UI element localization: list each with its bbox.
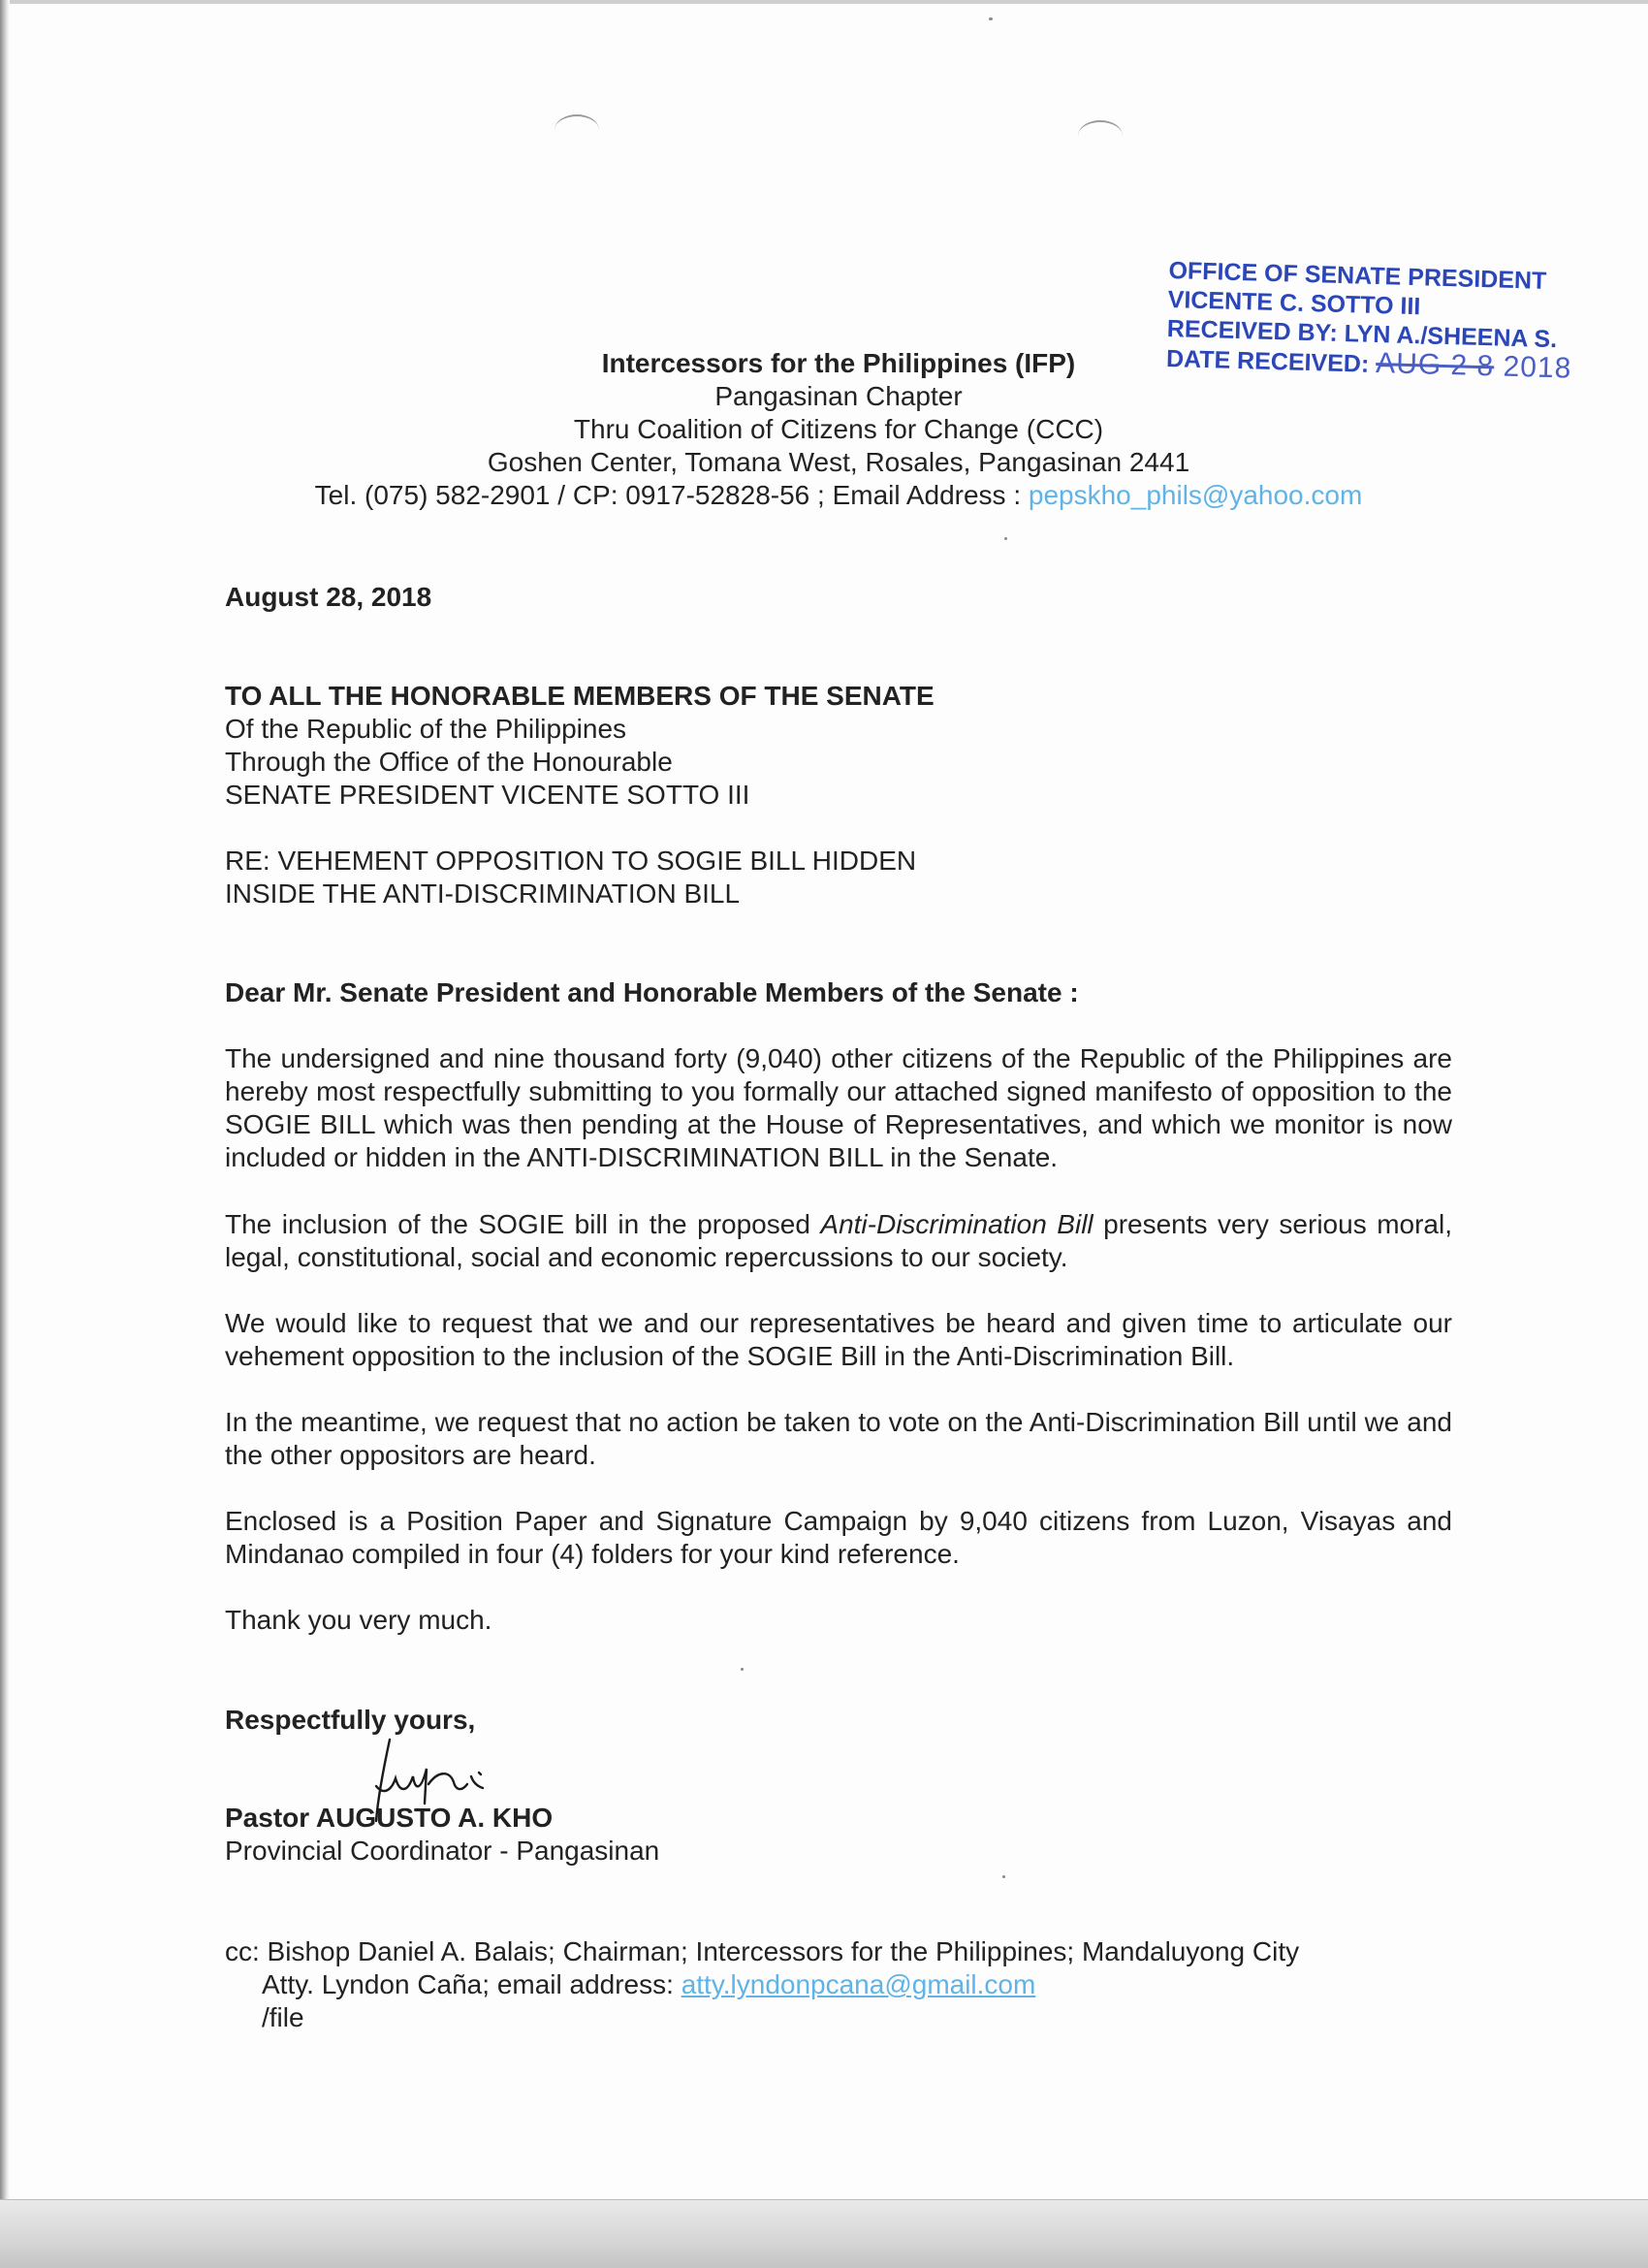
signatory-name: Pastor AUGUSTO A. KHO bbox=[225, 1803, 554, 1833]
closing: Respectfully yours, bbox=[225, 1705, 476, 1735]
carbon-copy bbox=[225, 1935, 1299, 2034]
cc-line-1: cc: Bishop Daniel A. Balais; Chairman; Intercessors for the Philippines; Mandaluyong City bbox=[225, 1936, 1300, 1966]
stamp-date-struck: AUG 2 8 bbox=[1375, 347, 1495, 383]
body-paragraph-2 bbox=[225, 1208, 1452, 1274]
punch-hole-mark bbox=[1078, 120, 1123, 151]
page-edge-left bbox=[0, 0, 10, 2267]
body-paragraph-1: The undersigned and nine thousand forty (9,040) other citizens of the Republic of the Philippines are hereby most respectfully submitting to you formally our attached signed manifesto of opposition to the SOGIE BILL which was then pending at the House of Representatives, and which we monitor is now included or hidden in the ANTI-DISCRIMINATION BILL in the Senate. bbox=[225, 1043, 1452, 1172]
scan-speck bbox=[1002, 1875, 1005, 1878]
stamp-date-year: 2018 bbox=[1503, 350, 1572, 385]
addressee-line-3: Through the Office of the Honourable bbox=[225, 747, 673, 777]
cc-line-3: /file bbox=[262, 2002, 304, 2032]
bill-title-italic: Anti-Discrimination Bill bbox=[820, 1209, 1093, 1239]
subject-line-1: RE: VEHEMENT OPPOSITION TO SOGIE BILL HIDDEN bbox=[225, 846, 917, 876]
stamp-office: OFFICE OF SENATE PRESIDENT bbox=[1168, 256, 1547, 295]
cc-email-link[interactable]: atty.lyndonpcana@gmail.com bbox=[681, 1969, 1036, 1999]
scan-speck bbox=[1004, 537, 1007, 540]
signatory-title: Provincial Coordinator - Pangasinan bbox=[225, 1836, 660, 1866]
letterhead-contact: Tel. (075) 582-2901 / CP: 0917-52828-56 ; Email Address : bbox=[314, 480, 1022, 510]
addressee-line-4: SENATE PRESIDENT VICENTE SOTTO III bbox=[225, 780, 750, 810]
letterhead-org: Intercessors for the Philippines (IFP) bbox=[601, 348, 1076, 378]
body-paragraph-2-start: The inclusion of the SOGIE bill in the proposed bbox=[225, 1209, 821, 1239]
cc-line-2-text: Atty. Lyndon Caña; email address: bbox=[262, 1969, 681, 1999]
page-edge-top bbox=[0, 0, 1648, 4]
cc-line-2 bbox=[225, 1968, 1299, 2001]
stamp-date-label: DATE RECEIVED: bbox=[1165, 344, 1370, 378]
letterhead bbox=[194, 344, 1483, 512]
body-paragraph-2-end: presents very serious moral, legal, constitutional, social and economic repercussions to our society. bbox=[225, 1209, 1452, 1272]
punch-hole-mark bbox=[555, 114, 599, 145]
subject-line bbox=[225, 845, 1452, 910]
page-edge-bottom bbox=[0, 2199, 1648, 2268]
scan-speck bbox=[989, 17, 993, 20]
letterhead-address: Goshen Center, Tomana West, Rosales, Pangasinan 2441 bbox=[487, 447, 1190, 477]
letterhead-coalition: Thru Coalition of Citizens for Change (CCC) bbox=[573, 414, 1104, 444]
stamp-received-by: RECEIVED BY: LYN A./SHEENA S. bbox=[1166, 314, 1558, 354]
letterhead-email-link[interactable]: pepskho_phils@yahoo.com bbox=[1028, 480, 1363, 510]
body-paragraph-4: In the meantime, we request that no action be taken to vote on the Anti-Discrimination Bill until we and the other oppositors are heard. bbox=[225, 1407, 1452, 1470]
letter-date: August 28, 2018 bbox=[225, 582, 432, 612]
scan-speck bbox=[741, 1668, 744, 1671]
subject-line-2: INSIDE THE ANTI-DISCRIMINATION BILL bbox=[225, 878, 741, 909]
stamp-name: VICENTE C. SOTTO III bbox=[1167, 285, 1421, 321]
body-paragraph-6: Thank you very much. bbox=[225, 1605, 492, 1635]
body-paragraph-3: We would like to request that we and our representatives be heard and given time to articulate our vehement opposition to the inclusion of the SOGIE Bill in the Anti-Discrimination Bill. bbox=[225, 1308, 1452, 1371]
salutation: Dear Mr. Senate President and Honorable Members of the Senate : bbox=[225, 977, 1079, 1007]
addressee-line-2: Of the Republic of the Philippines bbox=[225, 714, 627, 744]
letterhead-contact-row bbox=[194, 479, 1483, 512]
signatory bbox=[225, 1802, 1452, 1868]
addressee bbox=[225, 680, 1452, 812]
addressee-line-1: TO ALL THE HONORABLE MEMBERS OF THE SENATE bbox=[225, 681, 935, 711]
letterhead-chapter: Pangasinan Chapter bbox=[714, 381, 963, 411]
body-paragraph-5: Enclosed is a Position Paper and Signature Campaign by 9,040 citizens from Luzon, Visayas and Mindanao compiled in four (4) folders for your kind reference. bbox=[225, 1506, 1452, 1569]
